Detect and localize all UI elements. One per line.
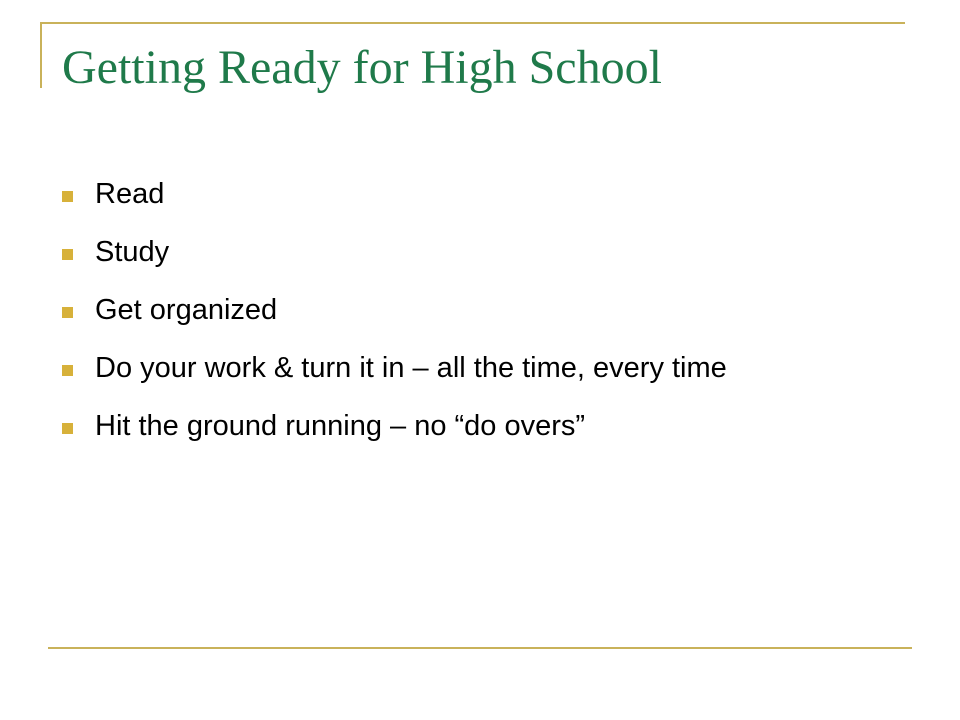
square-bullet-icon bbox=[62, 307, 73, 318]
bullet-list bbox=[62, 176, 902, 466]
bullet-text: Read bbox=[95, 178, 165, 210]
bullet-text: Study bbox=[95, 236, 170, 268]
list-item bbox=[62, 408, 902, 444]
list-item bbox=[62, 234, 902, 270]
left-divider bbox=[40, 22, 42, 88]
bullet-text: Get organized bbox=[95, 294, 278, 326]
square-bullet-icon bbox=[62, 191, 73, 202]
bullet-text: Hit the ground running – no “do overs” bbox=[95, 410, 586, 442]
list-item bbox=[62, 292, 902, 328]
list-item bbox=[62, 176, 902, 212]
bottom-divider bbox=[48, 647, 912, 649]
square-bullet-icon bbox=[62, 423, 73, 434]
square-bullet-icon bbox=[62, 365, 73, 376]
bullet-text: Do your work & turn it in – all the time, every time bbox=[95, 352, 727, 384]
top-divider bbox=[40, 22, 905, 24]
list-item bbox=[62, 350, 902, 386]
square-bullet-icon bbox=[62, 249, 73, 260]
slide-title: Getting Ready for High School bbox=[62, 41, 662, 94]
